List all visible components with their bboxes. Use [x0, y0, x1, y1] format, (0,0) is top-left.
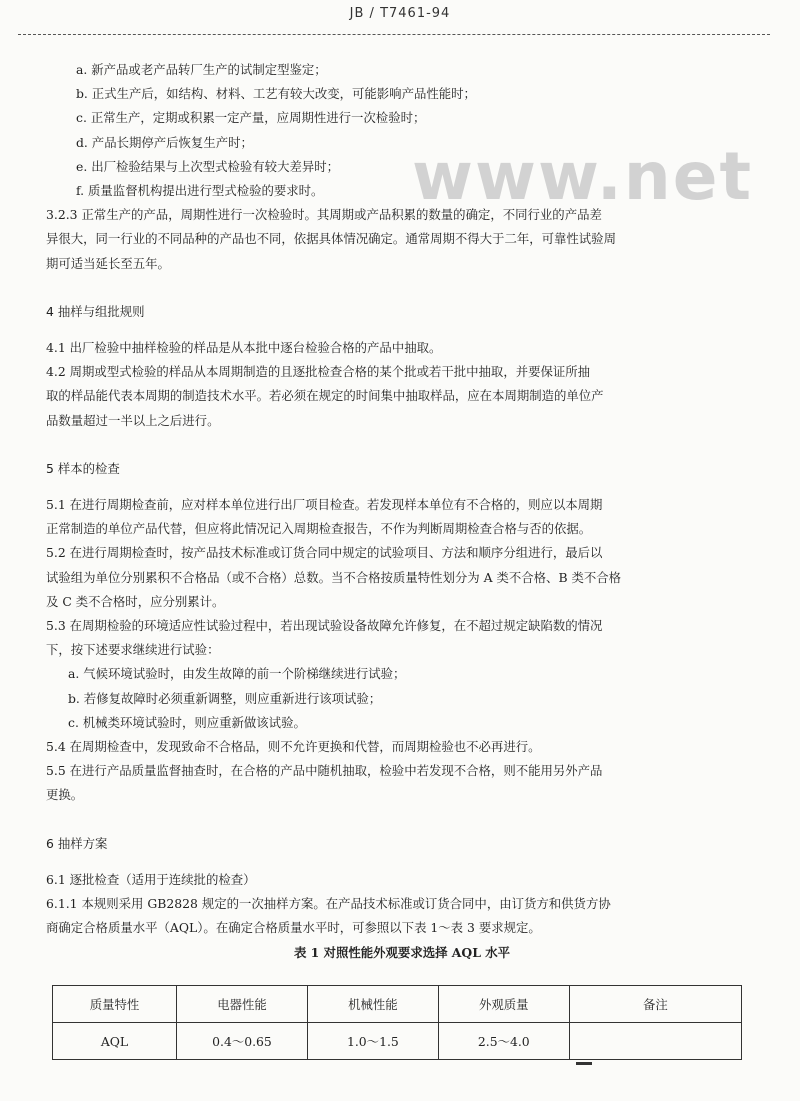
table-header-cell: 机械性能 — [307, 986, 438, 1023]
text-line: 品数量超过一半以上之后进行。 — [46, 412, 220, 428]
table-row — [53, 1023, 742, 1060]
text-line: 异很大，同一行业的不同品种的产品也不同，依据具体情况确定。通常周期不得大于二年，可靠性试验周 — [46, 231, 616, 247]
table-cell: 2.5～4.0 — [438, 1023, 569, 1060]
text-line: 5.2 在进行周期检查时，按产品技术标准或订货合同中规定的试验项目、方法和顺序分组进行，最后以 — [46, 545, 603, 561]
text-line: 6.1.1 本规则采用 GB2828 规定的一次抽样方案。在产品技术标准或订货合同中，由订货方和供货方协 — [46, 896, 611, 912]
text-line: 6 抽样方案 — [46, 835, 108, 851]
text-line: d. 产品长期停产后恢复生产时； — [76, 134, 253, 150]
text-line: c. 机械类环境试验时，则应重新做该试验。 — [68, 714, 306, 730]
text-line: 4.1 出厂检验中抽样检验的样品是从本批中逐台检验合格的产品中抽取。 — [46, 340, 442, 356]
text-line: 取的样品能代表本周期的制造技术水平。若必须在规定的时间集中抽取样品，应在本周期制造的单位产 — [46, 388, 604, 404]
text-line: e. 出厂检验结果与上次型式检验有较大差异时； — [76, 158, 340, 174]
text-line: 5.5 在进行产品质量监督抽查时，在合格的产品中随机抽取，检验中若发现不合格，则不能用另外产品 — [46, 763, 603, 779]
document-header: JB / T7461-94 — [349, 6, 451, 21]
text-line: 商确定合格质量水平（AQL）。在确定合格质量水平时，可参照以下表 1～表 3 要求规定。 — [46, 920, 541, 936]
table-cell: AQL — [53, 1023, 177, 1060]
text-line: 3.2.3 正常生产的产品，周期性进行一次检验时。其周期或产品积累的数量的确定，不同行业的产品差 — [46, 207, 602, 223]
table-cell: 0.4～0.65 — [177, 1023, 308, 1060]
text-line: 及 C 类不合格时，应分别累计。 — [46, 593, 225, 609]
text-line: f. 质量监督机构提出进行型式检验的要求时。 — [76, 183, 324, 199]
table-header-cell: 质量特性 — [53, 986, 177, 1023]
text-line: 6.1 逐批检查（适用于连续批的检查） — [46, 871, 256, 887]
text-line: 更换。 — [46, 787, 84, 803]
text-line: 5 样本的检查 — [46, 460, 120, 476]
header-rule — [18, 34, 770, 35]
text-line: b. 正式生产后，如结构、材料、工艺有较大改变，可能影响产品性能时； — [76, 86, 476, 102]
text-line: a. 气候环境试验时，由发生故障的前一个阶梯继续进行试验； — [68, 666, 406, 682]
text-line: b. 若修复故障时必须重新调整，则应重新进行该项试验； — [68, 690, 382, 706]
text-line: 4.2 周期或型式检验的样品从本周期制造的且逐批检查合格的某个批或若干批中抽取，并要保证所抽 — [46, 364, 591, 380]
footer-mark — [576, 1062, 592, 1065]
watermark: www.net — [412, 138, 754, 215]
text-line: 正常制造的单位产品代替，但应将此情况记入周期检查报告，不作为判断周期检查合格与否的依据。 — [46, 521, 592, 537]
text-line: 期可适当延长至五年。 — [46, 255, 170, 271]
table-header-cell: 备注 — [569, 986, 741, 1023]
text-line: c. 正常生产，定期或积累一定产量，应周期性进行一次检验时； — [76, 110, 426, 126]
table-header-row — [53, 986, 742, 1023]
text-line: 下，按下述要求继续进行试验： — [46, 642, 220, 658]
text-line: 5.1 在进行周期检查前，应对样本单位进行出厂项目检查。若发现样本单位有不合格的，则应以本周期 — [46, 497, 603, 513]
text-line: 5.3 在周期检验的环境适应性试验过程中，若出现试验设备故障允许修复，在不超过规定缺陷数的情况 — [46, 618, 603, 634]
table-header-cell: 外观质量 — [438, 986, 569, 1023]
text-line: 试验组为单位分别累积不合格品（或不合格）总数。当不合格按质量特性划分为 A 类不合格、B 类不合格 — [46, 569, 622, 585]
text-line: 4 抽样与组批规则 — [46, 303, 145, 319]
text-line: a. 新产品或老产品转厂生产的试制定型鉴定； — [76, 62, 327, 77]
table-header-cell: 电器性能 — [177, 986, 308, 1023]
document-body — [46, 58, 758, 965]
text-line: 表 1 对照性能外观要求选择 AQL 水平 — [293, 944, 511, 960]
text-line: 5.4 在周期检查中，发现致命不合格品，则不允许更换和代替，而周期检验也不必再进行。 — [46, 739, 541, 755]
table-cell — [569, 1023, 741, 1060]
aql-table — [52, 985, 742, 1060]
table-cell: 1.0～1.5 — [307, 1023, 438, 1060]
